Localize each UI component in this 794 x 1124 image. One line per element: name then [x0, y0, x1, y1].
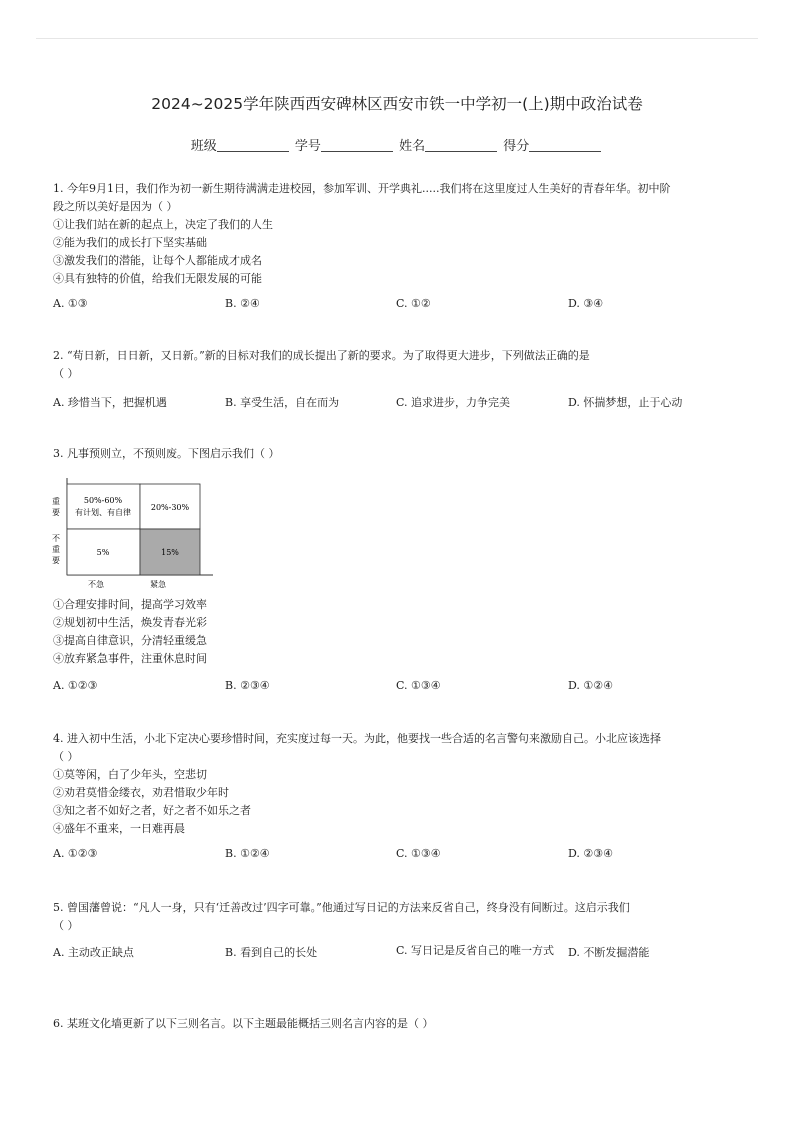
y-label-important-2: 要: [52, 508, 60, 517]
score-label: 得分: [503, 139, 530, 154]
question-4-option-d[interactable]: D. ②③④: [568, 847, 614, 860]
cell-bottom-left-percent: 5%: [96, 548, 110, 557]
question-3-options: [53, 679, 753, 699]
question-2-option-c[interactable]: C. 追求进步，力争完美: [396, 396, 511, 409]
question-1-item-3: ③激发我们的潜能，让每个人都能成才成名: [53, 254, 262, 267]
question-1-item-4: ④具有独特的价值，给我们无限发展的可能: [53, 272, 262, 285]
student-info-line: [0, 135, 794, 154]
question-4: [53, 730, 753, 838]
question-3: [53, 445, 753, 463]
name-label: 姓名: [399, 139, 426, 154]
question-1-item-2: ②能为我们的成长打下坚实基础: [53, 236, 207, 249]
question-4-stem-line-2: （ ）: [53, 750, 79, 763]
question-2-option-a[interactable]: A. 珍惜当下，把握机遇: [53, 396, 167, 409]
cell-top-right-percent: 20%-30%: [150, 503, 190, 512]
y-label-unimportant-1: 不: [52, 534, 60, 543]
page-title: 2024~2025学年陕西西安碑林区西安市铁一中学初一(上)期中政治试卷: [151, 95, 643, 113]
question-1: [53, 180, 753, 288]
question-4-options: [53, 847, 753, 867]
question-4-stem-line-1: 4. 进入初中生活，小北下定决心要珍惜时间，充实度过每一天。为此，他要找一些合适的名言警句来激励自己。小北应该选择: [53, 732, 661, 745]
number-blank[interactable]: [321, 137, 393, 152]
header-rule: [36, 38, 758, 39]
question-3-option-a[interactable]: A. ①②③: [53, 679, 98, 692]
question-6-stem-line-1: 6. 某班文化墙更新了以下三则名言。以下主题最能概括三则名言内容的是（ ）: [53, 1017, 434, 1030]
question-4-item-1: ①莫等闲，白了少年头，空悲切: [53, 768, 207, 781]
cell-top-left-label: 有计划、有自律: [75, 508, 131, 517]
question-5-options: [53, 944, 753, 984]
cell-bottom-right-percent: 15%: [161, 548, 179, 557]
question-2-stem-line-2: （ ）: [53, 367, 79, 380]
time-management-matrix-figure: [48, 474, 218, 594]
question-1-stem-line-1: 1. 今年9月1日，我们作为初一新生期待满满走进校园，参加军训、开学典礼.....我们将在这里度过人生美好的青春年华。初中阶: [53, 182, 671, 195]
y-label-unimportant-3: 要: [52, 556, 60, 565]
question-4-item-3: ③知之者不如好之者，好之者不如乐之者: [53, 804, 251, 817]
question-3-items: [53, 596, 753, 668]
question-5-stem-line-1: 5. 曾国藩曾说：“凡人一身，只有‘迁善改过’四字可靠。”他通过写日记的方法来反省自己，终身没有间断过。这启示我们: [53, 901, 630, 914]
question-2-option-b[interactable]: B. 享受生活，自在而为: [225, 396, 340, 409]
score-blank[interactable]: [529, 137, 601, 152]
question-1-item-1: ①让我们站在新的起点上，决定了我们的人生: [53, 218, 273, 231]
cell-top-left-percent: 50%-60%: [83, 496, 123, 505]
question-5: [53, 899, 753, 935]
question-5-option-a[interactable]: A. 主动改正缺点: [53, 946, 134, 959]
question-1-option-c[interactable]: C. ①②: [396, 297, 431, 310]
x-label-urgent: 紧急: [150, 580, 166, 589]
y-label-important-1: 重: [52, 497, 60, 506]
question-3-option-b[interactable]: B. ②③④: [225, 679, 270, 692]
question-5-stem-line-2: （ ）: [53, 919, 79, 932]
question-5-option-d[interactable]: D. 不断发掘潜能: [568, 946, 650, 959]
question-3-item-3: ③提高自律意识，分清轻重缓急: [53, 634, 207, 647]
question-3-option-c[interactable]: C. ①③④: [396, 679, 441, 692]
question-6: [53, 1015, 753, 1033]
y-label-unimportant-2: 重: [52, 545, 60, 554]
question-2-options: [53, 394, 753, 414]
cell-important-not-urgent: [67, 484, 140, 529]
name-blank[interactable]: [425, 137, 497, 152]
number-label: 学号: [294, 139, 321, 154]
question-2-option-d[interactable]: D. 怀揣梦想，止于心动: [568, 396, 683, 409]
question-4-option-a[interactable]: A. ①②③: [53, 847, 98, 860]
question-3-stem-line-1: 3. 凡事预则立，不预则废。下图启示我们（ ）: [53, 447, 280, 460]
question-5-option-b[interactable]: B. 看到自己的长处: [225, 946, 318, 959]
question-1-stem-line-2: 段之所以美好是因为（ ）: [53, 200, 178, 213]
question-5-option-c[interactable]: C. 写日记是反省自己的唯一方式: [396, 944, 555, 957]
question-1-option-d[interactable]: D. ③④: [568, 297, 604, 310]
question-3-item-2: ②规划初中生活，焕发青春光彩: [53, 616, 207, 629]
question-3-option-d[interactable]: D. ①②④: [568, 679, 614, 692]
question-1-options: [53, 297, 753, 317]
question-3-item-4: ④放弃紧急事件，注重休息时间: [53, 652, 207, 665]
question-4-option-c[interactable]: C. ①③④: [396, 847, 441, 860]
x-label-not-urgent: 不急: [88, 580, 104, 589]
question-1-option-b[interactable]: B. ②④: [225, 297, 260, 310]
question-2-stem-line-1: 2. “苟日新，日日新，又日新。”新的目标对我们的成长提出了新的要求。为了取得更大进步，下列做法正确的是: [53, 349, 590, 362]
question-4-option-b[interactable]: B. ①②④: [225, 847, 270, 860]
question-2: [53, 347, 753, 383]
question-4-item-2: ②劝君莫惜金缕衣，劝君惜取少年时: [53, 786, 229, 799]
class-label: 班级: [190, 139, 217, 154]
question-4-item-4: ④盛年不重来，一日难再晨: [53, 822, 185, 835]
question-1-option-a[interactable]: A. ①③: [53, 297, 88, 310]
question-3-item-1: ①合理安排时间，提高学习效率: [53, 598, 207, 611]
class-blank[interactable]: [217, 137, 289, 152]
